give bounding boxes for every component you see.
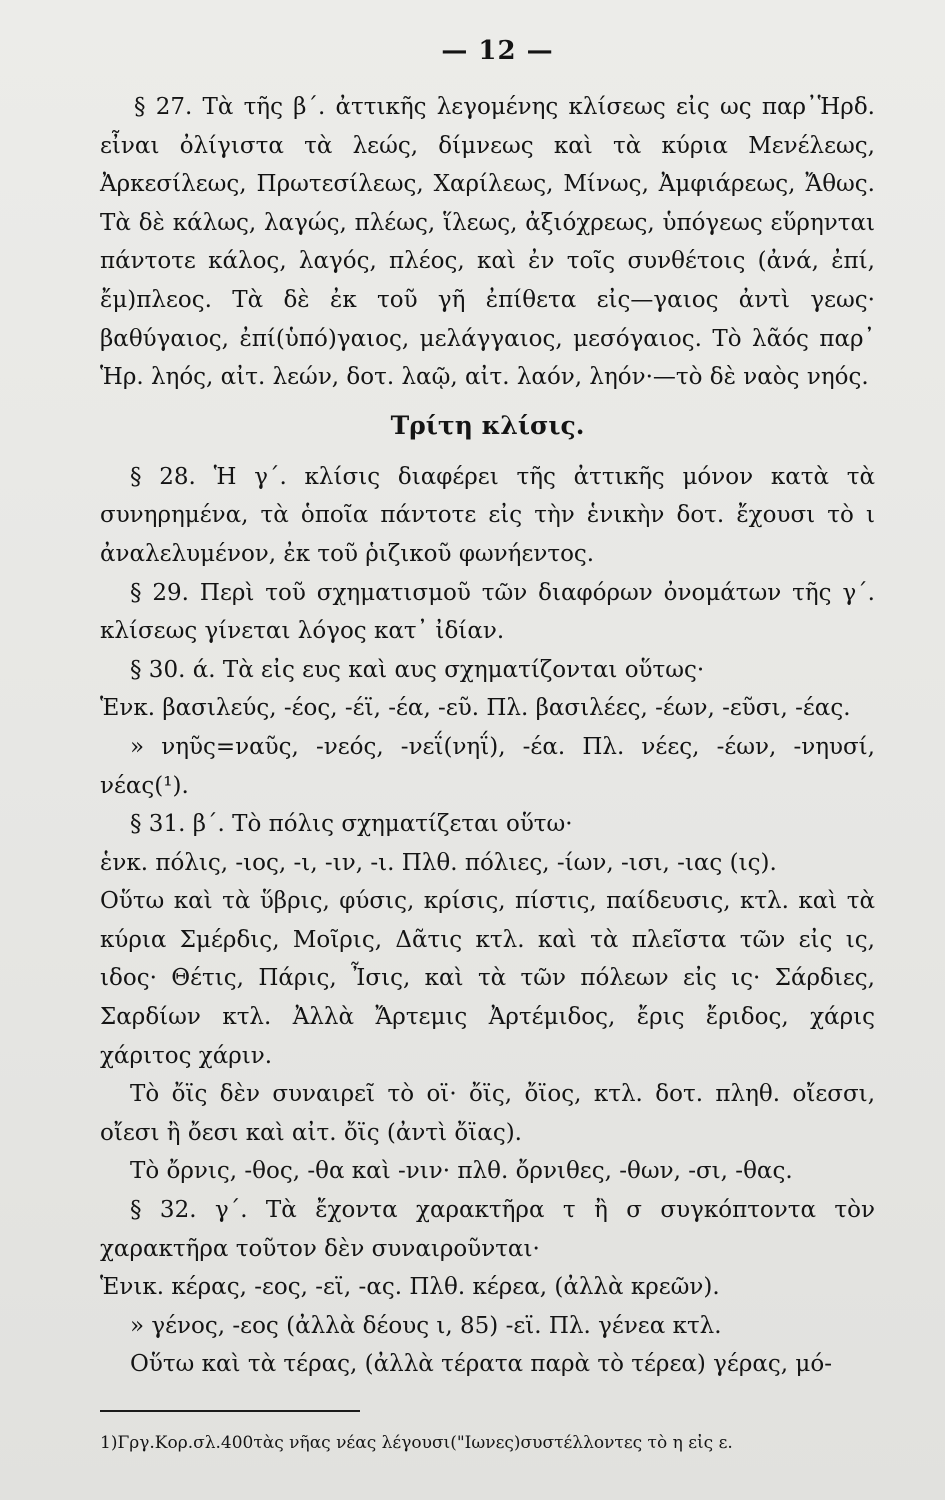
paragraph-section-32: § 32. γ΄. Τὰ ἔχοντα χαρακτῆρα τ ἢ σ συγκόπτοντα τὸν χαρακτῆρα τοῦτον δὲν συναιροῦνται· bbox=[100, 1197, 875, 1262]
declension-line-keras: Ἑνικ. κέρας, -εος, -εϊ, -ας. Πλθ. κέρεα, (ἀλλὰ κρεῶν). bbox=[100, 1274, 720, 1301]
declension-line-naus: » νηῦς=ναῦς, -νεός, -νεΐ(νηΐ), -έα. Πλ. νέες, -έων, -νηυσί, νέας(¹). bbox=[100, 733, 875, 799]
paragraph-section-28: § 28. Ἡ γ΄. κλίσις διαφέρει τῆς ἀττικῆς μόνον κατὰ τὰ συνηρημένα, τὰ ὁποῖα πάντοτε εἰς τὴν ἑνικὴν δοτ. ἔχουσι τὸ ι ἀναλελυμένον, ἐκ τοῦ ῥιζικοῦ φωνήεντος. bbox=[100, 463, 875, 567]
paragraph-ornis: Τὸ ὄρνις, -θος, -θα καὶ -νιν· πλθ. ὄρνιθες, -θων, -σι, -θας. bbox=[130, 1158, 793, 1185]
declension-line-basileus: Ἑνκ. βασιλεύς, -έος, -έϊ, -έα, -εῦ. Πλ. βασιλέες, -έων, -εῦσι, -έας. bbox=[100, 695, 851, 722]
section-heading: Τρίτη κλίσις. bbox=[390, 410, 585, 440]
paragraph-section-29: § 29. Περὶ τοῦ σχηματισμοῦ τῶν διαφόρων ὀνομάτων τῆς γ΄. κλίσεως γίνεται λόγος κατ᾽ ἰδίαν. bbox=[100, 579, 875, 645]
declension-line-genos: » γένος, -εος (ἀλλὰ δέους ι, 85) -εϊ. Πλ. γένεα κτλ. bbox=[130, 1312, 722, 1339]
paragraph-section-27: § 27. Τὰ τῆς β΄. ἀττικῆς λεγομένης κλίσεως εἰς ως παρ᾽Ἡρδ. εἶναι ὀλίγιστα τὰ λεώς, δίμνεως καὶ τὰ κύρια Μενέλεως, Ἀρκεσίλεως, Πρωτεσίλεως, Χαρίλεως, Μίνως, Ἀμφιάρεως, Ἄθως. Τὰ δὲ κάλως, λαγώς, πλέως, ἵλεως, ἀξιόχρεως, ὑπόγεως εὕρηνται πάντοτε κάλος, λαγός, πλέος, καὶ ἐν τοῖς συνθέτοις (ἀνά, ἐπί, ἔμ)πλεος. Τὰ δὲ ἐκ τοῦ γῆ ἐπίθετα εἰς—γαιος ἀντὶ γεως· βαθύγαιος, ἐπί(ὑπό)γαιος, μελάγγαιος, μεσόγαιος. Τὸ λᾶός παρ᾽ Ἡρ. ληός, αἰτ. λεών, δοτ. λαῷ, αἰτ. λαόν, ληόν·—τὸ δὲ ναὸς νηός. bbox=[100, 94, 875, 391]
paragraph-section-30: § 30. ά. Τὰ εἰς ευς καὶ αυς σχηματίζονται οὕτως· bbox=[130, 656, 705, 683]
page-number: — 12 — bbox=[441, 36, 554, 66]
footnote-divider bbox=[100, 1410, 360, 1412]
paragraph-ois: Τὸ ὄϊς δὲν συναιρεῖ τὸ οϊ· ὄϊς, ὄϊος, κτλ. δοτ. πληθ. οἴεσσι, οἴεσι ἢ ὄεσι καὶ αἰτ. ὄϊς (ἀντὶ ὄϊας). bbox=[100, 1081, 875, 1146]
footnote: 1)Γργ.Κορ.σλ.400τὰς νῆας νέας λέγουσι("Ιωνες)συστέλλοντες τὸ η εἰς ε. bbox=[100, 1433, 733, 1453]
paragraph-polis-examples: Οὕτω καὶ τὰ ὕβρις, φύσις, κρίσις, πίστις, παίδευσις, κτλ. καὶ τὰ κύρια Σμέρδις, Μοῖρις, Δᾶτις κτλ. καὶ τὰ πλεῖστα τῶν εἰς ις, ιδος· Θέτις, Πάρις, Ἶσις, καὶ τὰ τῶν πόλεων εἰς ις· Σάρδιες, Σαρδίων κτλ. Ἀλλὰ Ἄρτεμις Ἀρτέμιδος, ἔρις ἔριδος, χάρις χάριτος χάριν. bbox=[100, 888, 875, 1069]
declension-line-polis: ἑνκ. πόλις, -ιος, -ι, -ιν, -ι. Πλθ. πόλιες, -ίων, -ισι, -ιας (ις). bbox=[100, 849, 777, 876]
paragraph-section-31: § 31. β΄. Τὸ πόλις σχηματίζεται οὕτω· bbox=[130, 811, 573, 838]
paragraph-teras: Οὕτω καὶ τὰ τέρας, (ἀλλὰ τέρατα παρὰ τὸ τέρεα) γέρας, μό- bbox=[130, 1351, 832, 1378]
